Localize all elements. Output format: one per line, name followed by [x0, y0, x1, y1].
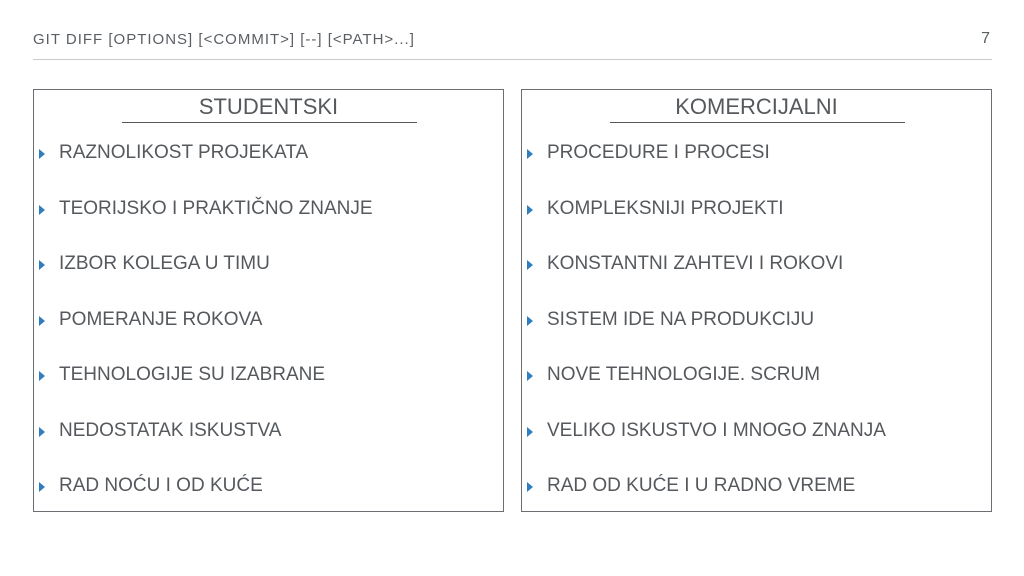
list-item-label: TEHNOLOGIJE SU IZABRANE [59, 364, 326, 385]
slide-title: GIT DIFF [OPTIONS] [<COMMIT>] [--] [<PATH>...] [33, 31, 415, 48]
list-item [34, 198, 503, 254]
list-item [34, 475, 503, 531]
list-item [522, 309, 991, 365]
list-item-label: RAD NOĆU I OD KUĆE [59, 475, 263, 496]
triangle-right-icon [39, 316, 45, 326]
triangle-right-icon [39, 427, 45, 437]
triangle-right-icon [527, 482, 533, 492]
list-item [522, 198, 991, 254]
triangle-right-icon [527, 260, 533, 270]
triangle-right-icon [39, 205, 45, 215]
list-item-label: PROCEDURE I PROCESI [547, 142, 770, 163]
triangle-right-icon [39, 149, 45, 159]
list-item-label: NEDOSTATAK ISKUSTVA [59, 419, 282, 441]
list-item-label: RAD OD KUĆE I U RADNO VREME [547, 475, 856, 496]
list-item [522, 142, 991, 198]
list-item [522, 420, 991, 476]
list-item [34, 309, 503, 365]
triangle-right-icon [527, 149, 533, 159]
triangle-right-icon [39, 260, 45, 270]
list-item-label: IZBOR KOLEGA U TIMU [59, 253, 270, 274]
komercijalni-list [522, 142, 991, 531]
page-number: 7 [981, 30, 990, 47]
panel-heading-underline [610, 122, 905, 123]
list-item [522, 253, 991, 309]
studentski-panel [33, 89, 504, 512]
list-item [34, 253, 503, 309]
list-item-label: POMERANJE ROKOVA [59, 308, 263, 330]
triangle-right-icon [39, 482, 45, 492]
panel-heading-komercijalni: KOMERCIJALNI [675, 94, 838, 119]
triangle-right-icon [527, 316, 533, 326]
list-item [522, 364, 991, 420]
triangle-right-icon [39, 371, 45, 381]
list-item-label: KOMPLEKSNIJI PROJEKTI [547, 197, 784, 219]
list-item [522, 475, 991, 531]
list-item-label: SISTEM IDE NA PRODUKCIJU [547, 308, 815, 330]
studentski-list [34, 142, 503, 531]
triangle-right-icon [527, 427, 533, 437]
triangle-right-icon [527, 205, 533, 215]
list-item-label: RAZNOLIKOST PROJEKATA [59, 142, 309, 163]
list-item [34, 364, 503, 420]
list-item [34, 420, 503, 476]
list-item-label: VELIKO ISKUSTVO I MNOGO ZNANJA [547, 419, 886, 441]
triangle-right-icon [527, 371, 533, 381]
panel-heading-underline [122, 122, 417, 123]
list-item-label: NOVE TEHNOLOGIJE. SCRUM [547, 364, 821, 385]
list-item [34, 142, 503, 198]
list-item-label: TEORIJSKO I PRAKTIČNO ZNANJE [59, 197, 373, 219]
header-divider [33, 59, 992, 60]
panel-heading-studentski: STUDENTSKI [198, 94, 339, 119]
komercijalni-panel [521, 89, 992, 512]
list-item-label: KONSTANTNI ZAHTEVI I ROKOVI [547, 253, 844, 274]
